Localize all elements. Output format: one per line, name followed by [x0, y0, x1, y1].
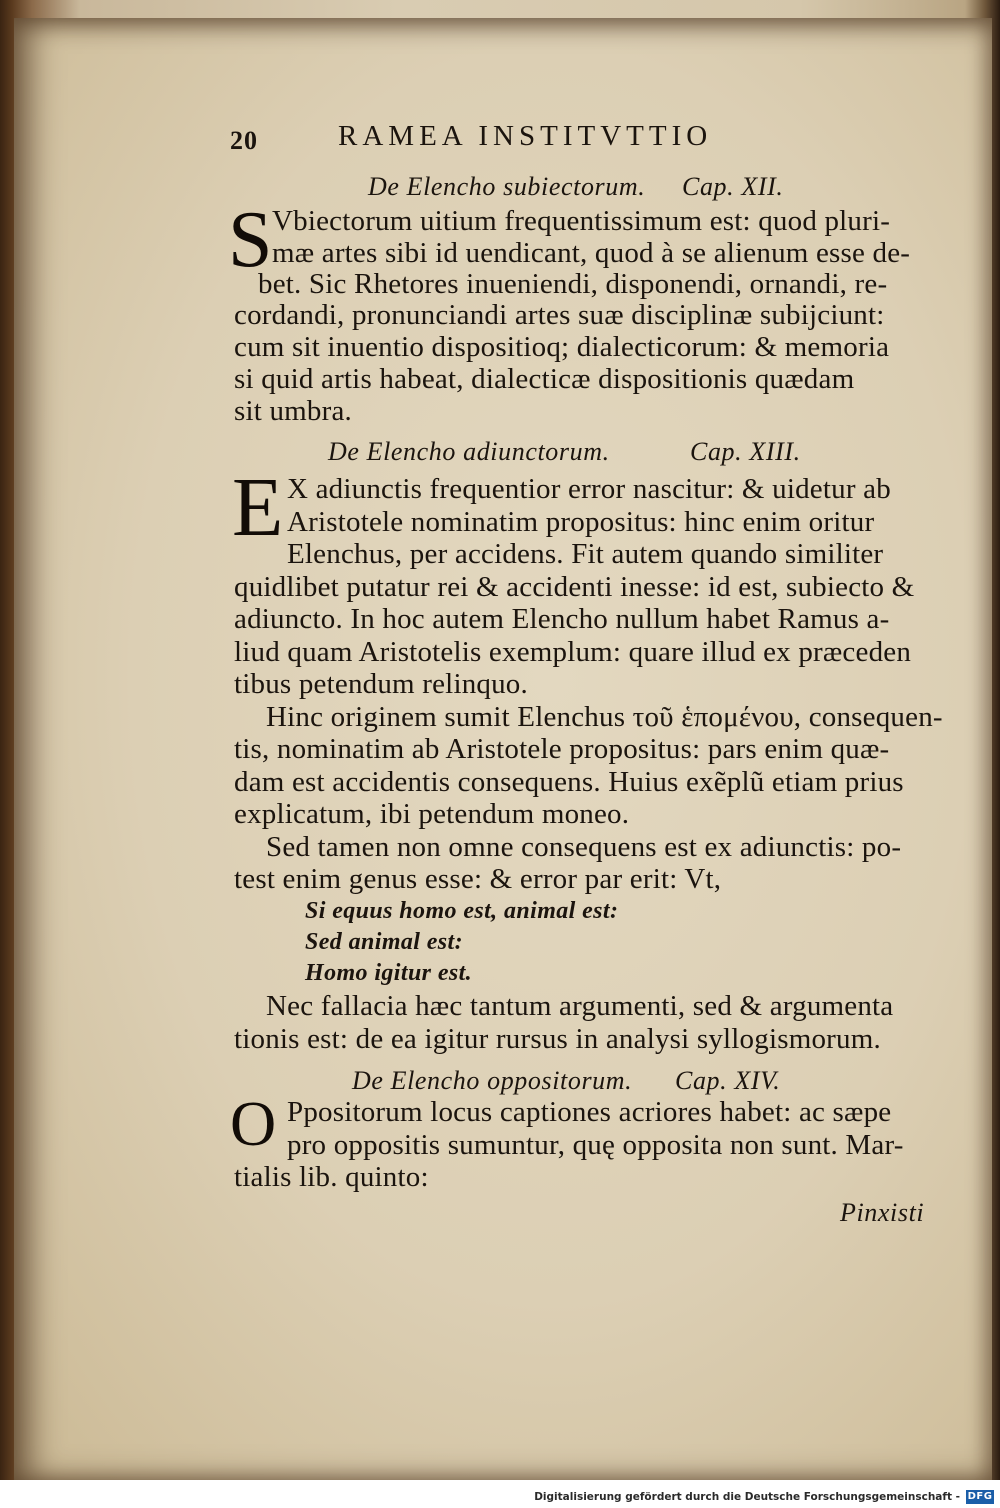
- body-line: Hinc originem sumit Elenchus τοῦ ἑπομένου, consequen-: [266, 701, 943, 733]
- dfg-logo: DFG: [967, 1491, 993, 1502]
- body-line: cum sit inuentio dispositioq; dialecticorum: & memoria: [234, 331, 890, 363]
- section-cap-adiunctorum: Cap. XIII.: [690, 437, 801, 466]
- body-line: liud quam Aristotelis exemplum: quare illud ex præceden: [234, 636, 912, 668]
- body-line: Elenchus, per accidens. Fit autem quando similiter: [287, 538, 884, 570]
- section-cap-subiectorum: Cap. XII.: [682, 172, 784, 201]
- page-number: 20: [230, 126, 258, 155]
- body-line: mæ artes sibi id uendicant, quod à se alienum esse de-: [272, 237, 911, 269]
- section-heading-oppositorum: De Elencho oppositorum.: [352, 1066, 633, 1095]
- running-title: RAMEA INSTITVTTIO: [338, 120, 713, 152]
- body-line: pro oppositis sumuntur, quę opposita non sunt. Mar-: [287, 1129, 904, 1161]
- body-line: explicatum, ibi petendum moneo.: [234, 798, 630, 830]
- section-heading-adiunctorum: De Elencho adiunctorum.: [328, 437, 610, 466]
- body-line: bet. Sic Rhetores inueniendi, disponendi, ornandi, re-: [258, 268, 888, 300]
- body-line: tionis est: de ea igitur rursus in analysi syllogismorum.: [234, 1023, 881, 1055]
- body-line: sit umbra.: [234, 395, 352, 427]
- body-line: Ppositorum locus captiones acriores habet: ac sæpe: [287, 1096, 892, 1128]
- footer-credit: Digitalisierung gefördert durch die Deutsche Forschungsgemeinschaft -: [534, 1491, 960, 1503]
- example-line: Homo igitur est.: [305, 960, 473, 986]
- body-line: tialis lib. quinto:: [234, 1161, 429, 1193]
- body-line: adiuncto. In hoc autem Elencho nullum habet Ramus a-: [234, 603, 890, 635]
- body-line: dam est accidentis consequens. Huius exẽplũ etiam prius: [234, 766, 904, 798]
- body-line: Nec fallacia hæc tantum argumenti, sed & argumenta: [266, 990, 894, 1022]
- catchword: Pinxisti: [840, 1198, 925, 1227]
- body-line: quidlibet putatur rei & accidenti inesse: id est, subiecto &: [234, 571, 915, 603]
- body-line: cordandi, pronunciandi artes suæ disciplinæ subijciunt:: [234, 299, 885, 331]
- body-line: test enim genus esse: & error par erit: Vt,: [234, 863, 722, 895]
- section-heading-subiectorum: De Elencho subiectorum.: [368, 172, 646, 201]
- body-line: Vbiectorum uitium frequentissimum est: quod pluri-: [272, 205, 891, 237]
- body-line: si quid artis habeat, dialecticæ dispositionis quædam: [234, 363, 855, 395]
- drop-cap-e: E: [232, 461, 284, 554]
- body-line: X adiunctis frequentior error nascitur: & uidetur ab: [287, 473, 891, 505]
- drop-cap-o: O: [230, 1088, 277, 1159]
- body-line: tis, nominatim ab Aristotele propositus: pars enim quæ-: [234, 733, 890, 765]
- body-line: Sed tamen non omne consequens est ex adiunctis: po-: [266, 831, 902, 863]
- drop-cap-s: S: [228, 196, 273, 284]
- section-cap-oppositorum: Cap. XIV.: [675, 1066, 781, 1095]
- body-line: Aristotele nominatim propositus: hinc enim oritur: [287, 506, 875, 538]
- example-line: Si equus homo est, animal est:: [305, 898, 619, 924]
- body-line: tibus petendum relinquo.: [234, 668, 528, 700]
- example-line: Sed animal est:: [305, 929, 464, 955]
